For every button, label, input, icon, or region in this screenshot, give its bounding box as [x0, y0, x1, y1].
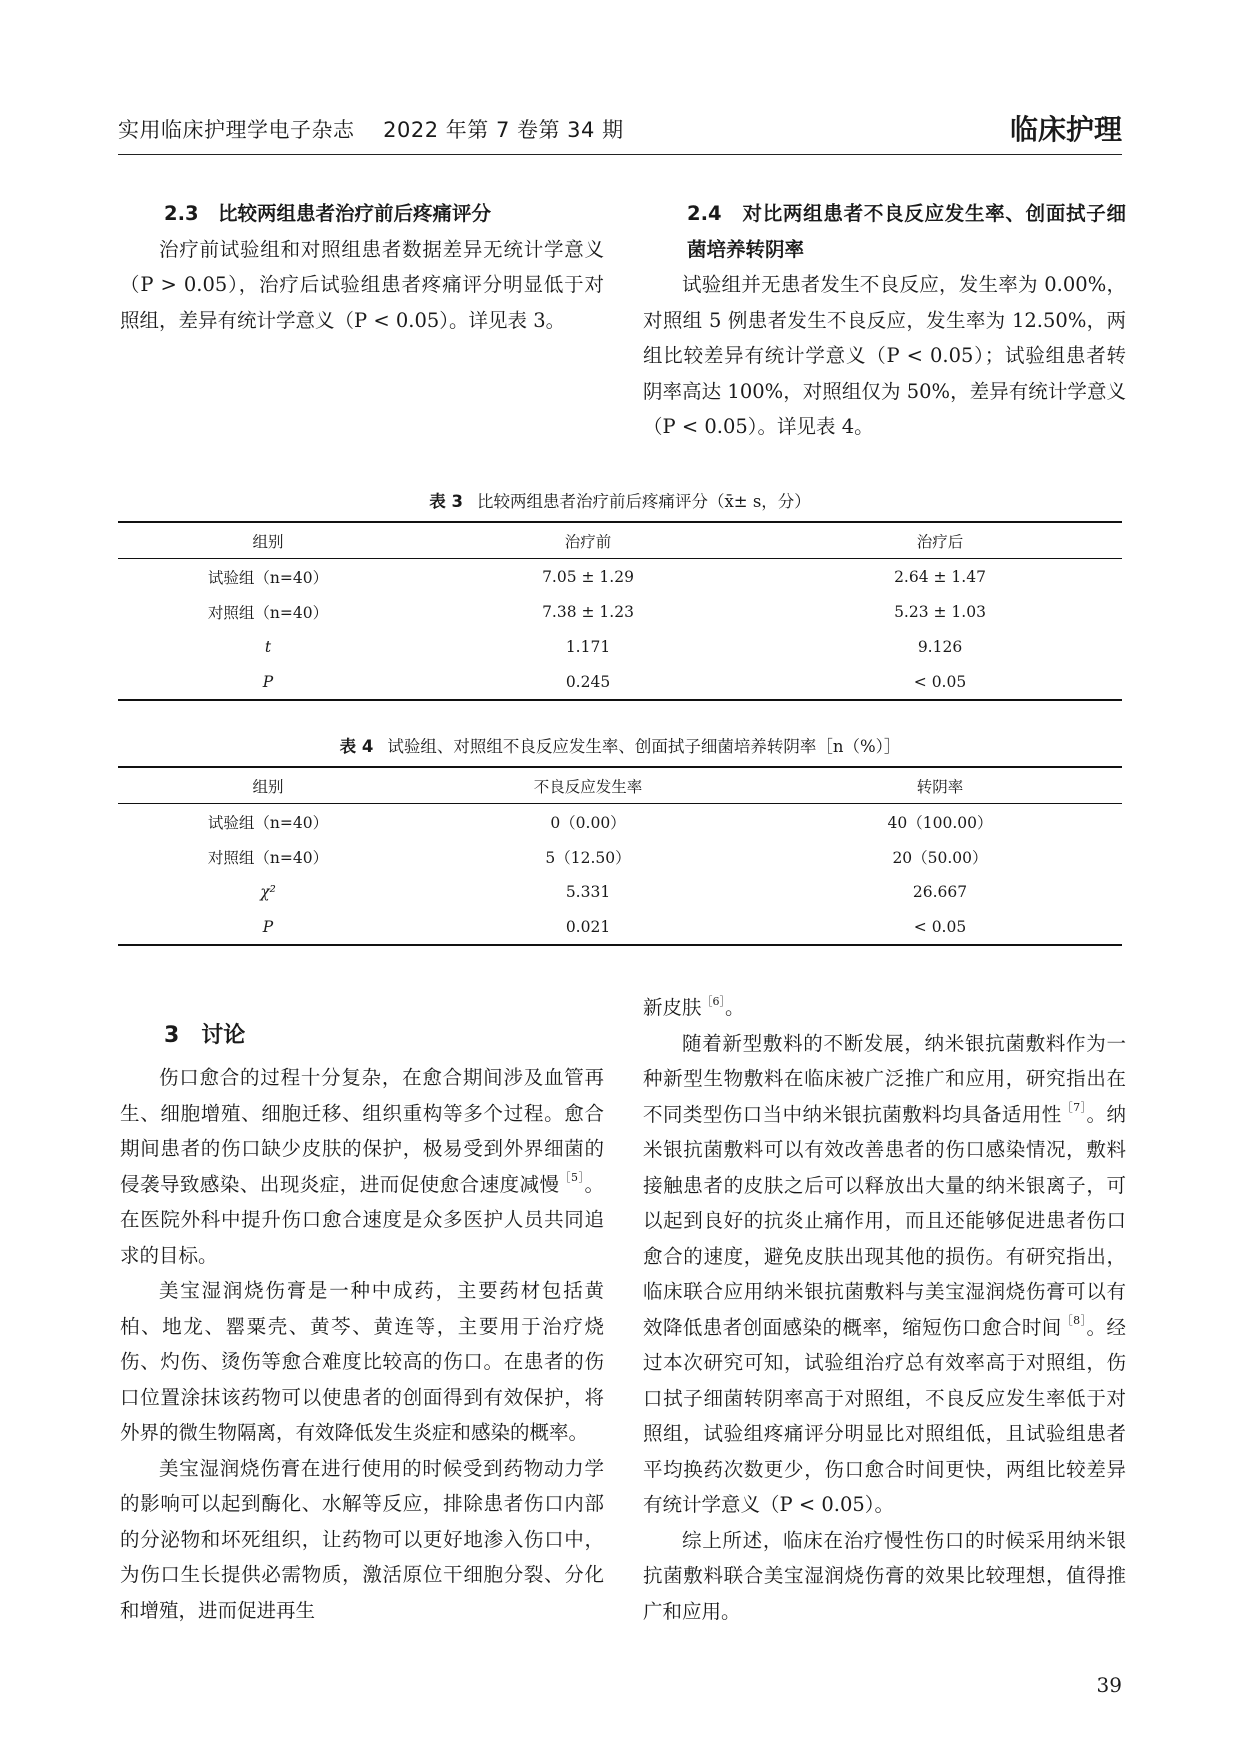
- page-number: 39: [1096, 1673, 1122, 1697]
- table-cell: 5（12.50）: [545, 848, 631, 867]
- citation-6: ［6］: [701, 994, 726, 1008]
- table-row: [118, 874, 1122, 909]
- table4-title: 试验组、对照组不良反应发生率、创面拭子细菌培养转阴率［n（%）］: [387, 737, 901, 756]
- heading-2-4: 2.4 对比两组患者不良反应发生率、创面拭子细菌培养转阴率: [687, 202, 1126, 261]
- section-title: 临床护理: [1009, 113, 1122, 146]
- table-cell: 对照组（n=40）: [207, 848, 329, 867]
- column-header: 组别: [252, 777, 284, 796]
- column-header: 组别: [252, 532, 284, 551]
- column-header: 转阴率: [916, 777, 964, 796]
- discussion-left: [120, 1016, 604, 1628]
- table-cell: 7.38 ± 1.23: [542, 602, 634, 621]
- table3-title: 比较两组患者治疗前后疼痛评分（x̄± s，分）: [476, 492, 811, 511]
- table4-label: 表 4: [339, 737, 374, 756]
- table4-caption: [118, 733, 1122, 757]
- table-cell: 40（100.00）: [887, 813, 993, 832]
- journal-title: 实用临床护理学电子杂志 2022 年第 7 卷第 34 期: [118, 118, 624, 142]
- table-cell: 0（0.00）: [550, 813, 626, 832]
- table-cell: < 0.05: [913, 672, 967, 691]
- table-cell: 0.245: [565, 672, 611, 691]
- table-cell: 0.021: [565, 917, 611, 936]
- table-row: [118, 559, 1122, 595]
- table3-label: 表 3: [429, 492, 463, 511]
- discussion-paragraph-5: 综上所述，临床在治疗慢性伤口的时候采用纳米银抗菌敷料联合美宝湿润烧伤膏的效果比较理想，值得推广和应用。: [643, 1528, 1126, 1623]
- discussion-paragraph-3: 美宝湿润烧伤膏在进行使用的时候受到药物动力学的影响可以起到酶化、水解等反应，排除患者伤口内部的分泌物和坏死组织，让药物可以更好地渗入伤口中，为伤口生长提供必需物质，激活原位干细胞分裂、分化和增殖，进而促进再生: [120, 1456, 604, 1622]
- table-cell: 试验组（n=40）: [207, 568, 329, 587]
- table-cell: 1.171: [565, 637, 611, 656]
- table-cell: 20（50.00）: [892, 848, 988, 867]
- table-row: [118, 909, 1122, 945]
- table-cell: 5.331: [565, 882, 611, 901]
- column-header: 不良反应发生率: [533, 777, 643, 796]
- heading-discussion: 3 讨论: [164, 1023, 246, 1048]
- paragraph-2-4: 试验组并无患者发生不良反应，发生率为 0.00%，对照组 5 例患者发生不良反应，发生率为 12.50%，两组比较差异有统计学意义（P < 0.05）；试验组患者转阴率高达 100%，对照组仅为 50%，差异有统计学意义（P < 0.05）。详见表 4。: [643, 273, 1126, 438]
- discussion-paragraph-1: 伤口愈合的过程十分复杂，在愈合期间涉及血管再生、细胞增殖、细胞迁移、组织重构等多个过程。愈合期间患者的伤口缺少皮肤的保护，极易受到外界细菌的侵袭导致感染、出现炎症，进而促使愈合速度减慢$^{[5]}$。在医院外科中提升伤口愈合速度是众多医护人员共同追求的目标。: [120, 1066, 604, 1267]
- table-cell: 26.667: [912, 882, 968, 901]
- discussion-paragraph-4: 随着新型敷料的不断发展，纳米银抗菌敷料作为一种新型生物敷料在临床被广泛推广和应用，研究指出在不同类型伤口当中纳米银抗菌敷料均具备适用性$^{[7]}$。纳米银抗菌敷料可以有效改善患者的伤口感染情况，敷料接触患者的皮肤之后可以释放出大量的纳米银离子，可以起到良好的抗炎止痛作用，而且还能够促进患者伤口愈合的速度，避免皮肤出现其他的损伤。有研究指出，临床联合应用纳米银抗菌敷料与美宝湿润烧伤膏可以有效降低患者创面感染的概率，缩短伤口愈合时间$^{[8]}$。经过本次研究可知，试验组治疗总有效率高于对照组，伤口拭子细菌转阴率高于对照组，不良反应发生率低于对照组，试验组疼痛评分明显比对照组低，且试验组患者平均换药次数更少，伤口愈合时间更快，两组比较差异有统计学意义（P < 0.05）。: [643, 1031, 1126, 1516]
- table3-caption: [118, 488, 1122, 512]
- table-cell: P: [262, 917, 274, 936]
- table-4: [118, 766, 1122, 946]
- table-header-row: [118, 767, 1122, 804]
- table-row: [118, 664, 1122, 700]
- paragraph-2-3: 治疗前试验组和对照组患者数据差异无统计学意义（P > 0.05），治疗后试验组患者疼痛评分明显低于对照组，差异有统计学意义（P < 0.05）。详见表 3。: [120, 237, 604, 332]
- table-3: [118, 521, 1122, 701]
- citation-5: ［5］: [559, 1171, 585, 1184]
- table-cell: < 0.05: [913, 917, 967, 936]
- table-cell: P: [262, 672, 274, 691]
- table-header-row: [118, 522, 1122, 559]
- table-cell: 7.05 ± 1.29: [542, 567, 634, 586]
- column-header: 治疗后: [916, 532, 964, 551]
- table-row: [118, 594, 1122, 629]
- table-cell: 试验组（n=40）: [207, 813, 329, 832]
- discussion-paragraph-2: 美宝湿润烧伤膏是一种中成药，主要药材包括黄柏、地龙、罂粟壳、黄芩、黄连等，主要用于治疗烧伤、灼伤、烫伤等愈合难度比较高的伤口。在患者的伤口位置涂抹该药物可以使患者的创面得到有效保护，将外界的微生物隔离，有效降低发生炎症和感染的概率。: [120, 1279, 604, 1444]
- running-header: [118, 104, 1122, 155]
- table-row: [118, 629, 1122, 664]
- table-row: [118, 804, 1122, 840]
- table-cell: 对照组（n=40）: [207, 603, 329, 622]
- table-cell: 9.126: [917, 637, 963, 656]
- table-row: [118, 839, 1122, 874]
- table-cell: χ²: [260, 882, 276, 901]
- discussion-paragraph-3-continued: 新皮肤$^{[6]}$。: [643, 994, 745, 1019]
- table-cell: t: [264, 637, 272, 656]
- section-2-4: [643, 196, 1126, 445]
- citation-8: ［8］: [1061, 1314, 1087, 1327]
- column-header: 治疗前: [564, 532, 612, 551]
- section-2-3: [120, 196, 604, 338]
- citation-7: ［7］: [1061, 1101, 1087, 1114]
- heading-2-3: 2.3 比较两组患者治疗前后疼痛评分: [164, 202, 492, 225]
- discussion-right: [643, 990, 1126, 1629]
- table-cell: 5.23 ± 1.03: [894, 602, 986, 621]
- table-cell: 2.64 ± 1.47: [894, 567, 986, 586]
